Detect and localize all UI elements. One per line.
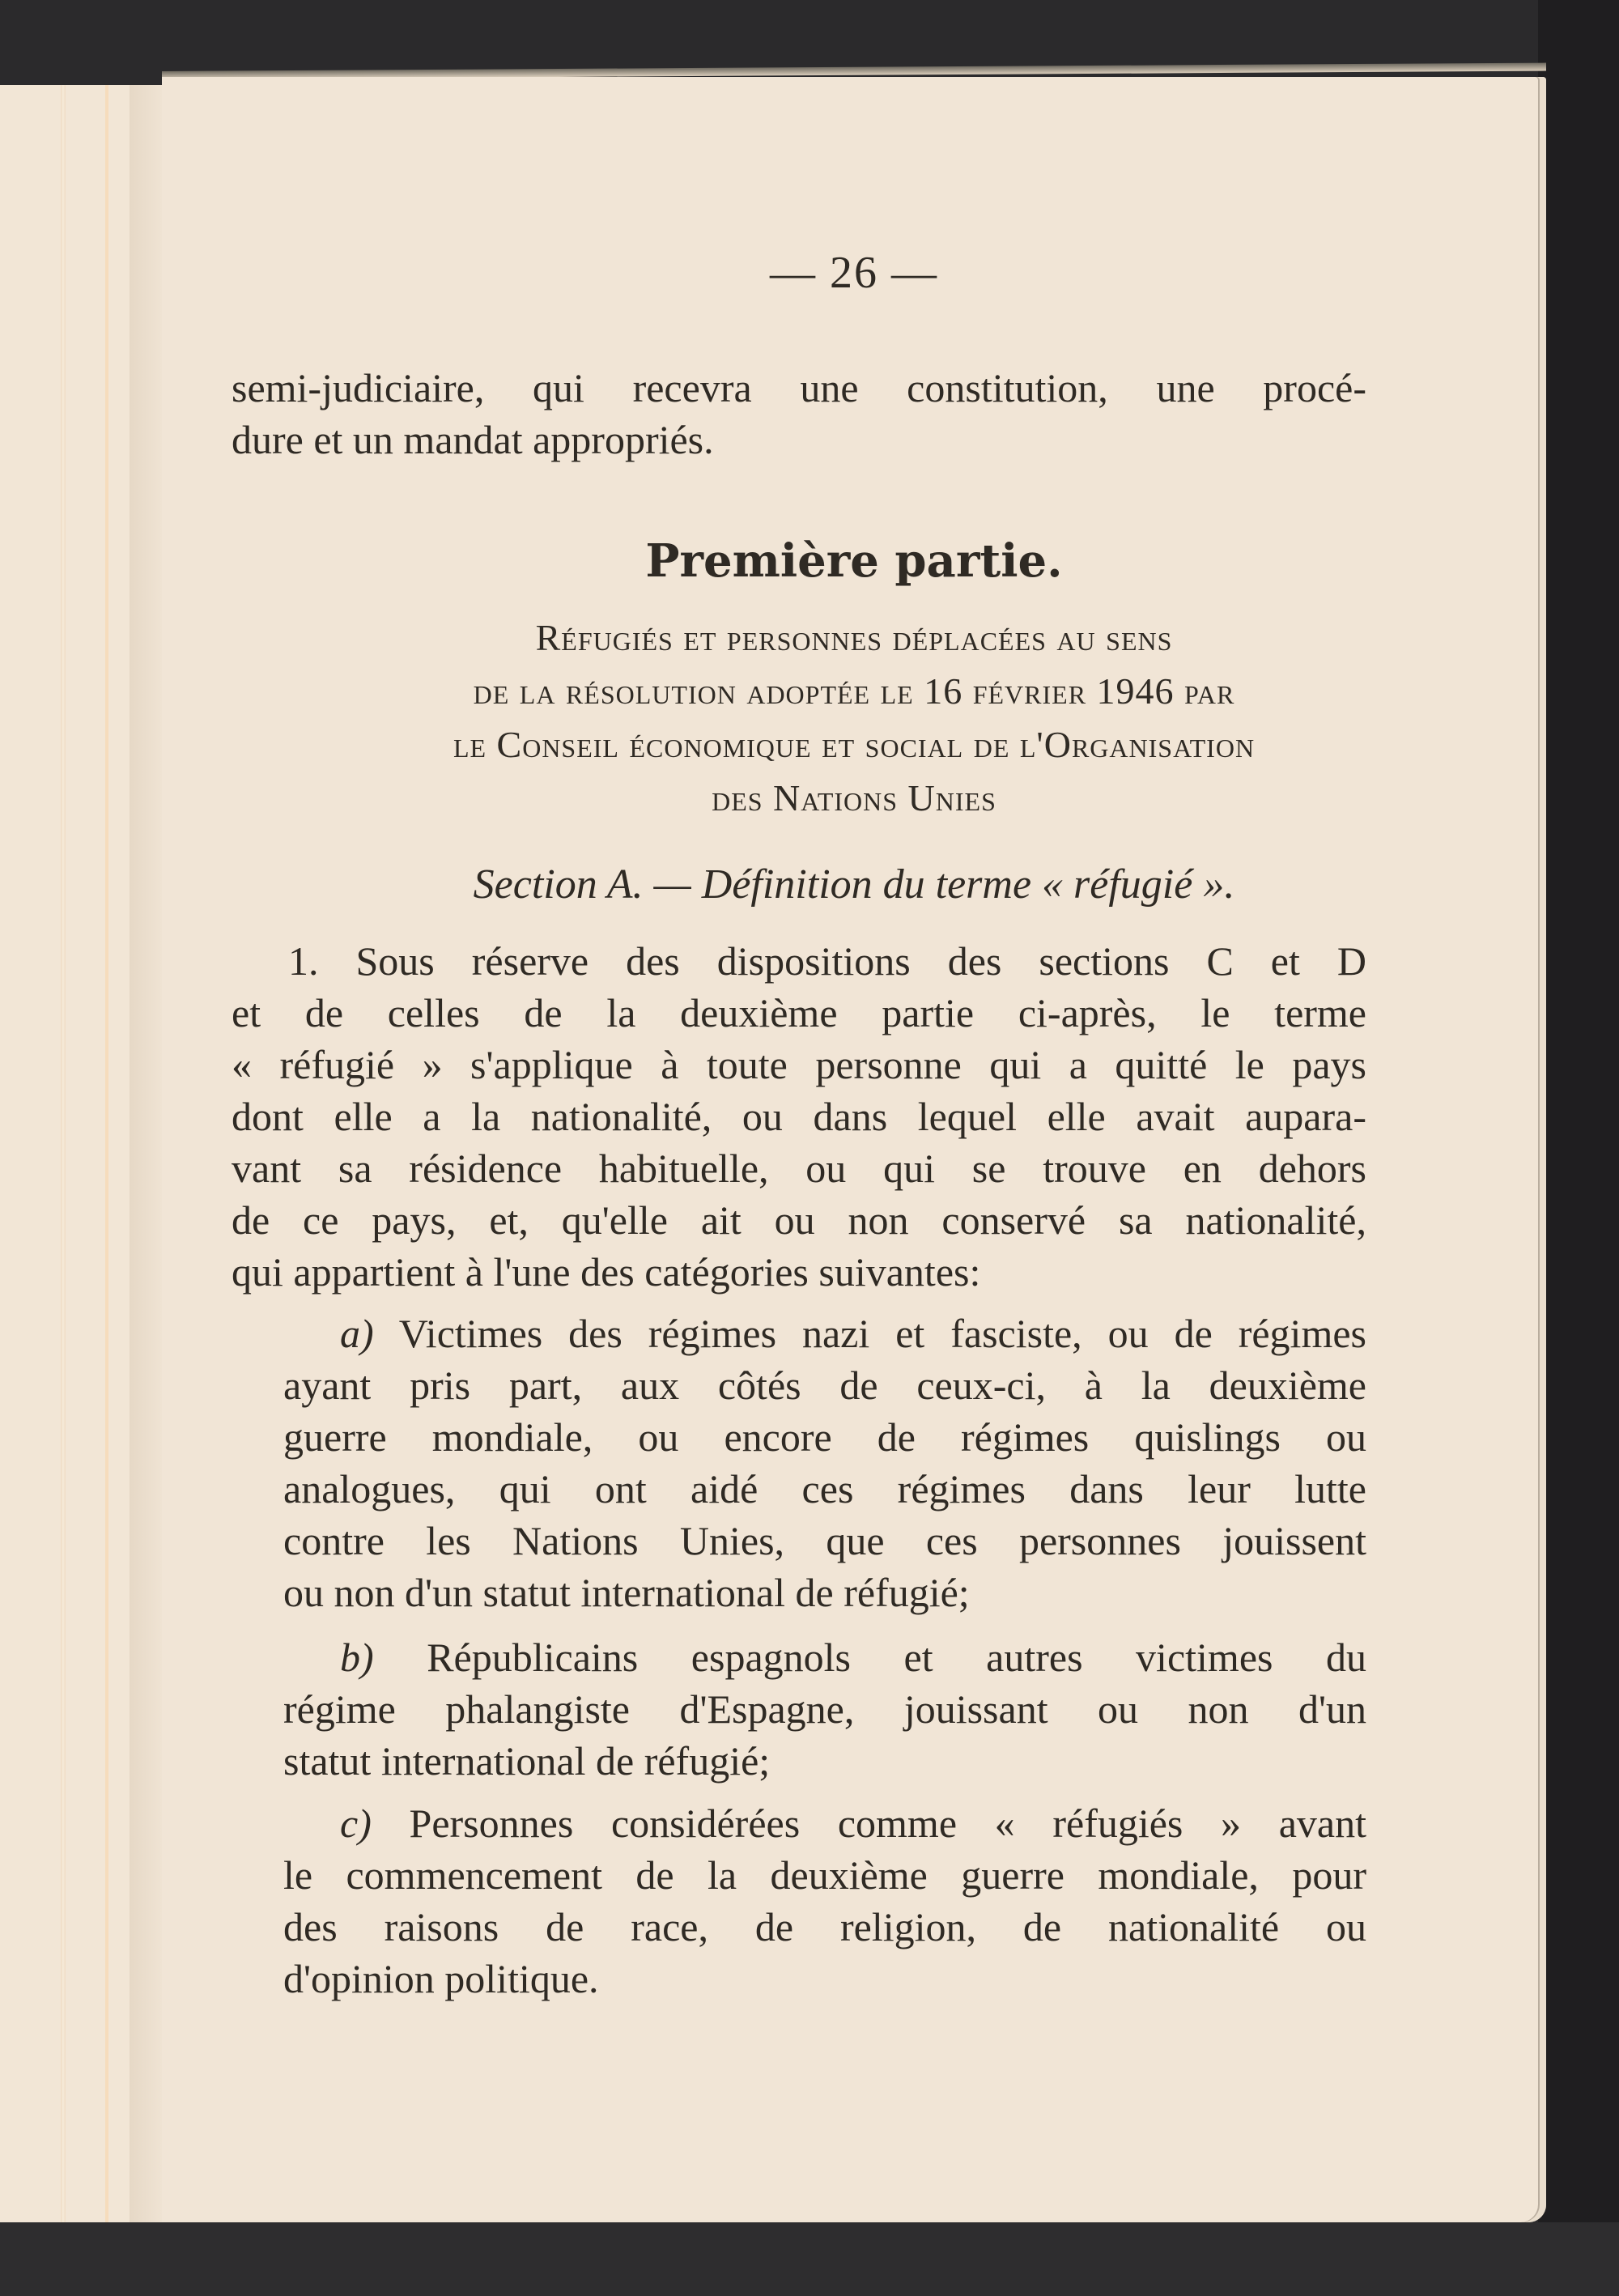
subtitle-line: le Conseil économique et social de l'Organisation	[453, 724, 1256, 765]
text-line: des raisons de race, de religion, de nationalité ou	[283, 1904, 1366, 1949]
text-line: d'opinion politique.	[283, 1956, 599, 2001]
subtitle-line: de la résolution adoptée le 16 février 1946 par	[473, 670, 1235, 712]
text-line: analogues, qui ont aidé ces régimes dans leur lutte	[283, 1466, 1366, 1512]
item-label: b)	[340, 1635, 374, 1680]
item-label: c)	[340, 1801, 372, 1846]
text-line: qui appartient à l'une des catégories suivantes:	[232, 1249, 981, 1295]
scan-backdrop-right	[1538, 0, 1619, 2296]
text-line: de ce pays, et, qu'elle ait ou non conservé sa nationalité,	[232, 1197, 1366, 1243]
text-line: ou non d'un statut international de réfugié;	[283, 1570, 970, 1615]
item-a	[283, 1307, 1366, 1618]
text-line: régime phalangiste d'Espagne, jouissant ou non d'un	[283, 1686, 1366, 1732]
text-line: le commencement de la deuxième guerre mondiale, pour	[283, 1852, 1366, 1898]
paragraph-1	[232, 935, 1366, 1298]
gutter-shadow	[130, 85, 162, 2222]
facing-page-edge	[0, 85, 162, 2222]
text-line: a) Victimes des régimes nazi et fasciste, ou de régimes	[340, 1311, 1366, 1356]
page-number: — 26 —	[770, 248, 938, 298]
text-line: contre les Nations Unies, que ces personnes jouissent	[283, 1518, 1366, 1563]
scan-backdrop-bottom	[0, 2222, 1619, 2296]
text-line: « réfugié » s'applique à toute personne qui a quitté le pays	[232, 1042, 1366, 1087]
text-line: statut international de réfugié;	[283, 1738, 771, 1784]
section-title: Section A. — Définition du terme « réfugié ».	[473, 861, 1235, 908]
text-line: et de celles de la deuxième partie ci-après, le terme	[232, 990, 1366, 1035]
gutter-edge	[105, 85, 108, 2222]
intro-paragraph	[232, 362, 1366, 466]
text-line: guerre mondiale, ou encore de régimes quislings ou	[283, 1414, 1366, 1460]
text-line: dure et un mandat appropriés.	[232, 417, 714, 462]
text-line: dont elle a la nationalité, ou dans lequel elle avait aupara-	[232, 1094, 1366, 1139]
book-page	[162, 77, 1546, 2222]
gutter-line	[61, 85, 66, 2222]
part-subtitle	[162, 611, 1546, 825]
item-label: a)	[340, 1311, 374, 1356]
text-line: semi-judiciaire, qui recevra une constitution, une procé-	[232, 365, 1366, 410]
item-c	[283, 1797, 1366, 2005]
text-line: 1. Sous réserve des dispositions des sections C et D	[288, 938, 1366, 984]
page-content	[162, 77, 1546, 2222]
text-line: ayant pris part, aux côtés de ceux-ci, à la deuxième	[283, 1363, 1366, 1408]
text-line: vant sa résidence habituelle, ou qui se trouve en dehors	[232, 1146, 1366, 1191]
text-line: c) Personnes considérées comme « réfugiés » avant	[340, 1801, 1366, 1846]
subtitle-line: des Nations Unies	[712, 777, 996, 818]
item-b	[283, 1631, 1366, 1787]
subtitle-line: Réfugiés et personnes déplacées au sens	[535, 617, 1173, 658]
part-heading: Première partie.	[645, 534, 1063, 588]
text-line: b) Républicains espagnols et autres victimes du	[340, 1635, 1367, 1680]
